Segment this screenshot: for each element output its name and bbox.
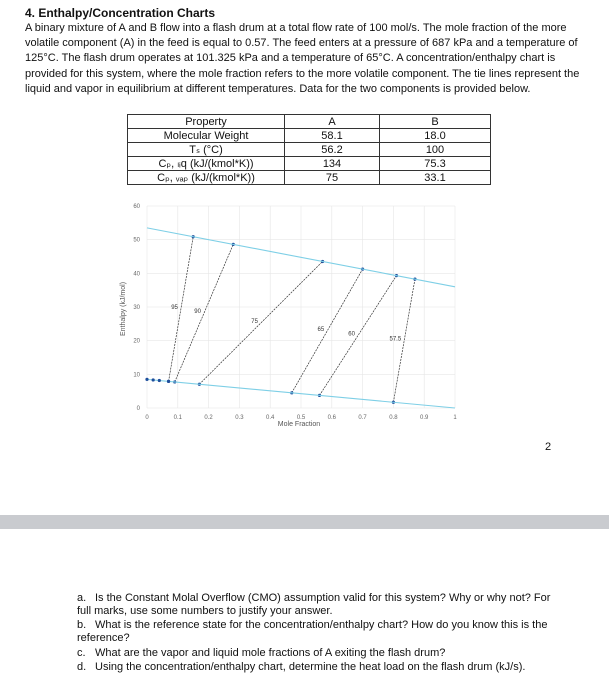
tie-line-label: 95 <box>171 305 178 312</box>
question-label: b. <box>77 619 87 631</box>
question-c <box>77 647 567 660</box>
x-tick-label: 0.5 <box>296 415 306 421</box>
liquid-marker <box>145 378 148 381</box>
x-tick-label: 1 <box>453 415 457 421</box>
table-header-row <box>128 115 491 129</box>
x-tick-label: 0.2 <box>204 415 213 421</box>
table-header-cell: A <box>285 115 380 129</box>
table-row <box>128 143 491 157</box>
question-text: Using the concentration/enthalpy chart, determine the heat load on the flash drum (kJ/s). <box>95 661 526 673</box>
table-row <box>128 157 491 171</box>
y-tick-label: 30 <box>133 305 140 311</box>
table-cell: 75.3 <box>380 157 491 171</box>
y-tick-label: 50 <box>133 237 140 244</box>
question-label: a. <box>77 592 87 604</box>
problem-statement: A binary mixture of A and B flow into a flash drum at a total flow rate of 100 mol/s. The mole fraction of the more volatile component (A) in the feed is equal to 0.57. The feed enters at a pressure of 687 kPa and a temperature of 125°C. The flash drum operates at 101.325 kPa and a temperature of 65°C. A concentration/enthalpy chart is provided for this system, where the mole fraction refers to the more volatile component. The tie lines represent the liquid and vapor in equilibrium at different temperatures. Data for the two components is provided below. <box>25 22 580 95</box>
table-header-cell: B <box>380 115 491 129</box>
table-cell: Molecular Weight <box>128 129 285 143</box>
y-tick-label: 10 <box>133 372 140 379</box>
table-row <box>128 129 491 143</box>
question-label: c. <box>77 647 86 659</box>
table-cell: Tₛ (°C) <box>128 143 285 157</box>
table-cell: 33.1 <box>380 171 491 185</box>
x-tick-label: 0.1 <box>173 415 182 421</box>
page-number: 2 <box>545 441 552 453</box>
tie-line-label: 65 <box>317 326 325 333</box>
table-row <box>128 171 491 185</box>
tie-line-label: 57.5 <box>389 336 402 343</box>
table-cell: 134 <box>285 157 380 171</box>
tie-line-label: 60 <box>348 331 355 338</box>
question-text: What is the reference state for the concentration/enthalpy chart? How do you know this is the reference? <box>77 619 548 644</box>
x-tick-label: 0 <box>145 415 149 421</box>
y-tick-label: 20 <box>133 338 140 345</box>
page-separator <box>0 515 609 529</box>
x-tick-label: 0.9 <box>420 415 429 421</box>
question-b <box>77 619 567 644</box>
table-cell: 58.1 <box>285 129 380 143</box>
question-d <box>77 661 567 674</box>
liquid-marker <box>167 380 170 383</box>
table-cell: 18.0 <box>380 129 491 143</box>
tie-line-label: 75 <box>251 318 258 325</box>
table-header-cell: Property <box>128 115 285 129</box>
x-tick-label: 0.7 <box>358 415 367 421</box>
table-cell: 100 <box>380 143 491 157</box>
table-cell: 75 <box>285 171 380 185</box>
x-tick-label: 0.6 <box>327 415 336 421</box>
question-a <box>77 592 567 617</box>
table-cell: Cₚ, ₗᵢq (kJ/(kmol*K)) <box>128 157 285 171</box>
y-axis-label: Enthalpy (kJ/mol) <box>120 281 127 337</box>
tie-line-label: 90 <box>194 309 201 316</box>
liquid-marker <box>158 379 161 382</box>
question-label: d. <box>77 661 87 673</box>
properties-table <box>127 114 491 185</box>
enthalpy-concentration-chart <box>115 196 465 436</box>
x-tick-label: 0.3 <box>235 415 244 421</box>
x-axis-label: Mole Fraction <box>277 421 321 428</box>
question-text: What are the vapor and liquid mole fractions of A exiting the flash drum? <box>95 647 446 659</box>
y-tick-label: 0 <box>136 406 140 412</box>
y-tick-label: 60 <box>133 204 140 210</box>
section-heading: 4. Enthalpy/Concentration Charts <box>25 6 216 20</box>
table-cell: 56.2 <box>285 143 380 157</box>
question-text: Is the Constant Molal Overflow (CMO) assumption valid for this system? Why or why not? For full marks, use some numbers to justify your answer. <box>77 592 551 617</box>
table-cell: Cₚ, ᵥₐₚ (kJ/(kmol*K)) <box>128 171 285 185</box>
y-tick-label: 40 <box>133 271 140 278</box>
x-tick-label: 0.8 <box>389 415 398 421</box>
x-tick-label: 0.4 <box>266 415 275 421</box>
liquid-marker <box>152 378 155 381</box>
